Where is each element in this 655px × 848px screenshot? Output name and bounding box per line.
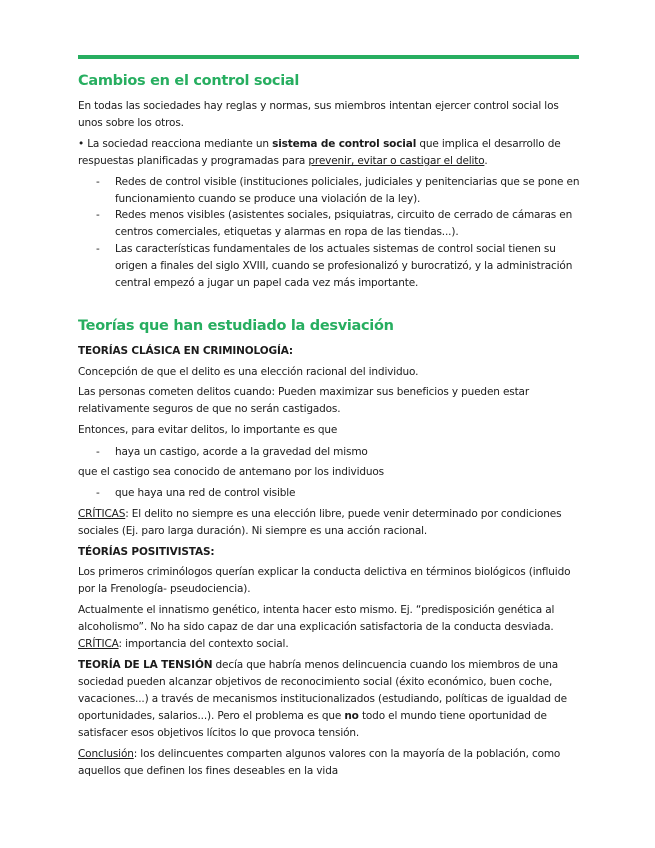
list-item xyxy=(96,444,583,461)
criticas-label: CRÍTICAS xyxy=(78,508,126,520)
list-item-text: Redes menos visibles (asistentes sociales, psiquiatras, circuito de cerrado de cámaras en centros comerciales, etiquetas y alarmas en ropa de las tiendas...). xyxy=(115,209,573,238)
bullet-end: . xyxy=(484,155,488,167)
section-heading-control-social: Cambios en el control social xyxy=(78,73,300,89)
critica-paragraph xyxy=(78,636,583,653)
criticas-text: : El delito no siempre es una elección libre, puede venir determinado por condiciones sociales (Ej. paro larga duración). Ni siempre es una acción racional. xyxy=(78,508,562,537)
intro-paragraph: En todas las sociedades hay reglas y normas, sus miembros intentan ejercer control social los unos sobre los otros. xyxy=(78,100,559,129)
dash-marker: - xyxy=(96,176,100,188)
list-item-text: que haya una red de control visible xyxy=(115,487,296,499)
critica-text: : importancia del contexto social. xyxy=(118,638,289,650)
tension-theory-paragraph xyxy=(78,657,583,742)
section-heading-desviacion: Teorías que han estudiado la desviación xyxy=(78,318,394,334)
list-item-text: Las características fundamentales de los actuales sistemas de control social tienen su origen a finales del siglo XVIII, cuando se profesionalizó y burocratizó, y la administración central empezó a jugar un papel cada vez más importante. xyxy=(115,243,573,289)
dash-marker: - xyxy=(96,446,100,458)
list-item-text: Redes de control visible (instituciones policiales, judiciales y penitenciarias que se pone en funcionamiento cuando se produce una violación de la ley). xyxy=(115,176,580,205)
bold-term: sistema de control social xyxy=(272,138,417,150)
conclusion-text: : los delincuentes comparten algunos valores con la mayoría de la población, como aquellos que definen los fines deseables en la vida xyxy=(78,748,561,777)
bullet-mid: que implica el desarrollo de respuestas planificadas y programadas para xyxy=(78,138,561,167)
dash-marker: - xyxy=(96,487,100,499)
classic-paragraph-4: que el castigo sea conocido de antemano por los individuos xyxy=(78,466,384,478)
tension-text-1: decía que habría menos delincuencia cuando los miembros de una sociedad pueden alcanzar objetivos de reconocimiento social (éxito económico, buen coche, vacaciones...) a través de mecanismos institucionalizados (estudiando, políticas de igualdad de oportunidades, salarios...). Pero el problema es que xyxy=(78,659,567,722)
list-item xyxy=(96,241,583,292)
positivist-paragraph-2: Actualmente el innatismo genético, intenta hacer esto mismo. Ej. “predisposición genética al alcoholismo”. No ha sido capaz de dar una explicación satisfactoria de la conducta desviada. xyxy=(78,604,555,633)
classic-paragraph-1: Concepción de que el delito es una elección racional del individuo. xyxy=(78,366,419,378)
tension-text-2: todo el mundo tiene oportunidad de satisfacer esos objetivos lícitos lo que provoca tensión. xyxy=(78,710,547,739)
conclusion-label: Conclusión xyxy=(78,748,134,760)
bullet-prefix: • La sociedad reacciona mediante un xyxy=(78,138,273,150)
header-rule xyxy=(78,55,579,59)
dash-marker: - xyxy=(96,243,100,255)
list-item xyxy=(96,207,583,241)
dash-marker: - xyxy=(96,209,100,221)
positivist-theory-title: TÉORÍAS POSITIVISTAS: xyxy=(78,546,215,558)
positivist-paragraph-1: Los primeros criminólogos querían explicar la conducta delictiva en términos biológicos (influido por la Frenología- pseudociencia). xyxy=(78,566,571,595)
tension-title: TEORÍA DE LA TENSIÓN xyxy=(78,659,213,671)
conclusion-paragraph xyxy=(78,746,583,780)
list-item xyxy=(96,174,583,208)
underlined-term: prevenir, evitar o castigar el delito xyxy=(308,155,485,167)
classic-theory-title: TEORÍAS CLÁSICA EN CRIMINOLOGÍA: xyxy=(78,345,293,357)
list-item xyxy=(96,485,583,502)
classic-paragraph-2: Las personas cometen delitos cuando: Pueden maximizar sus beneficios y pueden estar relativamente seguros de que no serán castigados. xyxy=(78,386,529,415)
classic-paragraph-3: Entonces, para evitar delitos, lo importante es que xyxy=(78,424,338,436)
criticas-paragraph xyxy=(78,506,583,540)
tension-no: no xyxy=(344,710,359,722)
control-system-paragraph xyxy=(78,136,583,170)
critica-label: CRÍTICA xyxy=(78,638,119,650)
list-item-text: haya un castigo, acorde a la gravedad del mismo xyxy=(115,446,368,458)
